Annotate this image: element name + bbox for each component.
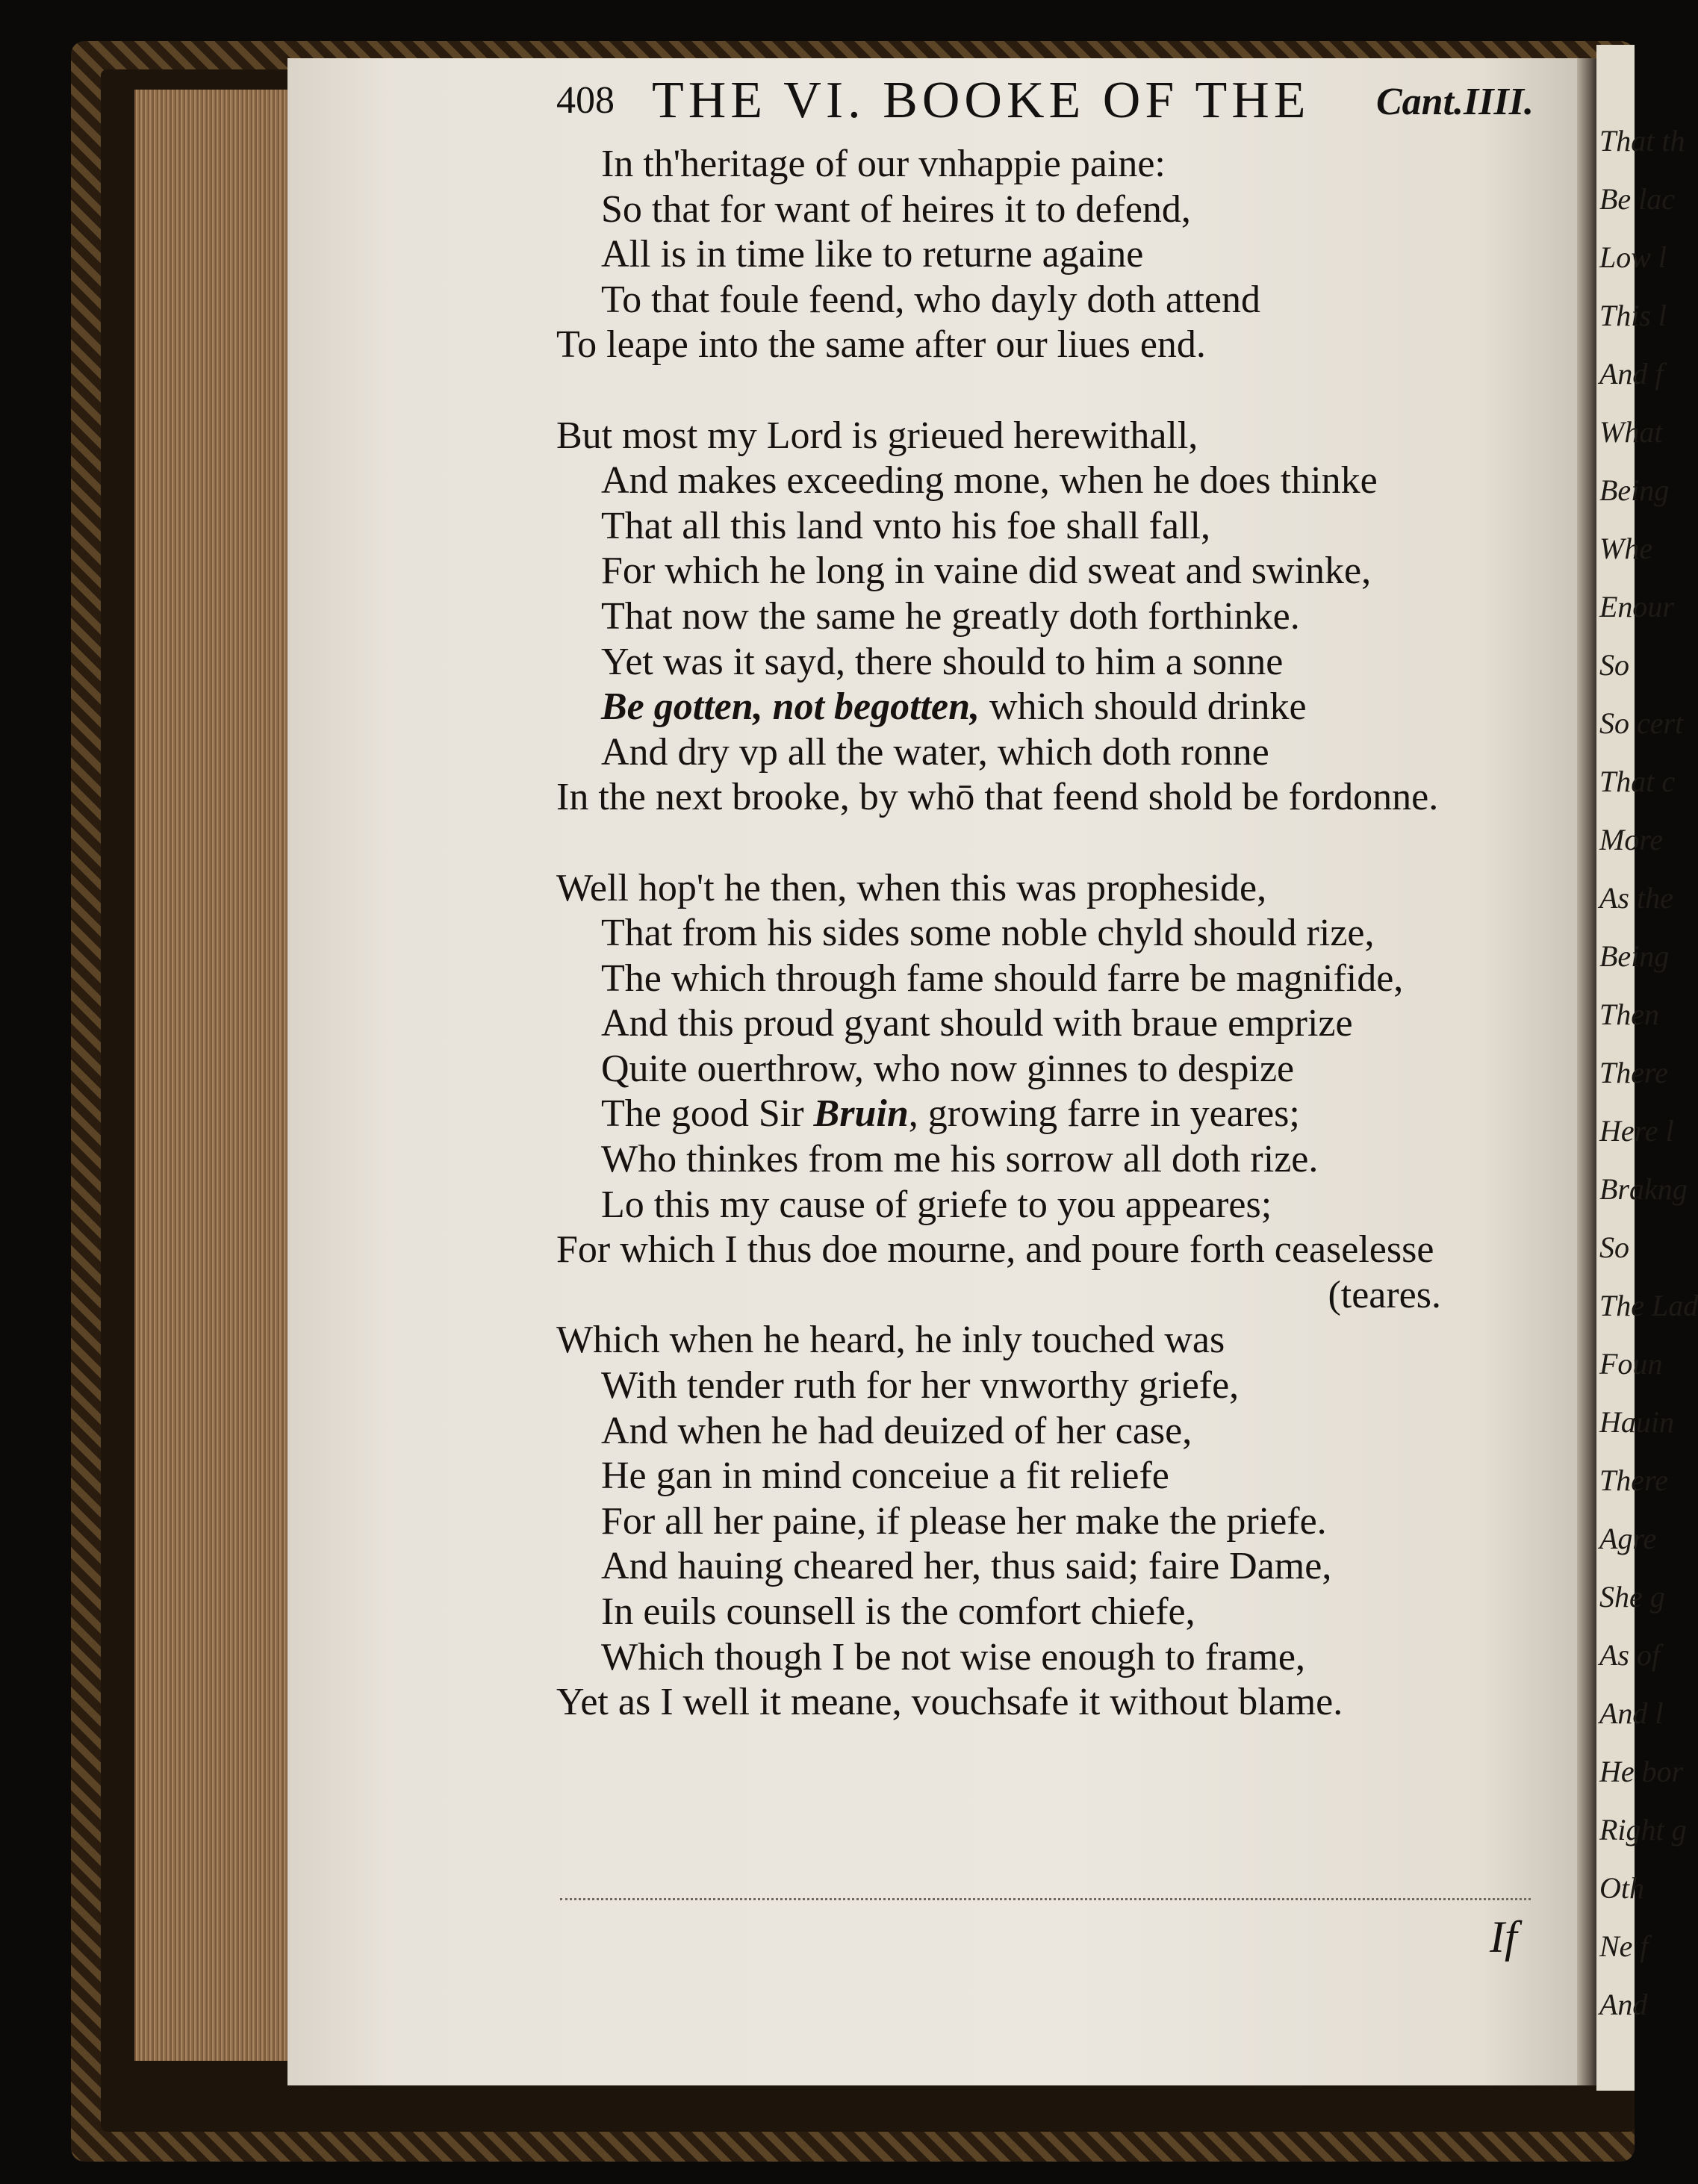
verse-text: In euils counsell is the comfort chiefe,: [601, 1590, 1195, 1633]
facing-fragment: There: [1599, 1463, 1668, 1497]
verse-text: Quite ouerthrow, who now ginnes to despize: [601, 1047, 1295, 1090]
verse-line: [556, 187, 1542, 233]
verse-line: [556, 685, 1542, 730]
facing-fragment: Enour: [1599, 590, 1674, 623]
verse-line: [556, 232, 1542, 278]
facing-fragment: Then: [1599, 998, 1659, 1031]
facing-fragment: As of: [1599, 1638, 1661, 1672]
verse-line: [556, 549, 1542, 594]
verse-text: Yet was it sayd, there should to him a sonne: [601, 640, 1284, 683]
facing-fragment: She g: [1599, 1580, 1665, 1614]
verse-line: [556, 1454, 1542, 1499]
verse-text: Which when he heard, he inly touched was: [556, 1319, 1225, 1362]
facing-fragment: The Lad: [1599, 1289, 1698, 1322]
facing-fragment: Low l: [1599, 240, 1667, 274]
verse-text: Which though I be not wise enough to frame,: [601, 1635, 1305, 1679]
verse-italic: Bruin: [813, 1092, 909, 1136]
verse-line: [556, 414, 1542, 459]
verse-text: Who thinkes from me his sorrow all doth rize.: [601, 1138, 1319, 1181]
running-head: [556, 71, 1542, 138]
verse-line: [556, 142, 1542, 187]
page-gutter: [1577, 58, 1598, 2085]
verse-line: [556, 1318, 1542, 1363]
verse-line: [556, 1047, 1542, 1092]
facing-fragment: He bor: [1599, 1755, 1684, 1788]
facing-fragment: As the: [1599, 881, 1673, 915]
verse-line: [556, 1544, 1542, 1590]
verse-text: With tender ruth for her vnworthy griefe,: [601, 1364, 1240, 1407]
verse-line: [556, 1409, 1542, 1455]
verse-text: That now the same he greatly doth forthinke.: [601, 594, 1300, 638]
verse-text: But most my Lord is grieued herewithall,: [556, 414, 1198, 457]
verse-text: That all this land vnto his foe shall fall,: [601, 504, 1210, 547]
stanza-gap: [556, 368, 1542, 414]
verse-line: [556, 1680, 1542, 1726]
verse-line: [556, 1499, 1542, 1545]
facing-fragment: Whe: [1599, 532, 1653, 565]
verse-text: And when he had deuized of her case,: [601, 1409, 1192, 1452]
verse-text: And dry vp all the water, which doth ronne: [601, 730, 1269, 774]
facing-fragment: What: [1599, 415, 1663, 449]
facing-fragment: Be lac: [1599, 182, 1676, 216]
verse-text: For which he long in vaine did sweat and swinke,: [601, 550, 1372, 593]
verse-body: [556, 142, 1542, 1726]
verse-text: The good Sir: [601, 1092, 814, 1136]
catchword: If: [1490, 1912, 1517, 1961]
verse-text: For all her paine, if please her make the priefe.: [601, 1499, 1327, 1543]
facing-page: [1596, 45, 1698, 2091]
verse-text: Well hop't he then, when this was propheside,: [556, 866, 1267, 909]
verse-line: [556, 1183, 1542, 1228]
facing-fragment: More: [1599, 823, 1664, 856]
verse-text: For which I thus doe mourne, and poure forth ceaselesse: [556, 1228, 1434, 1272]
facing-fragment: So: [1599, 648, 1629, 682]
verse-text: which should drinke: [980, 685, 1307, 729]
facing-fragment: And f: [1599, 357, 1664, 391]
verse-text: And this proud gyant should with braue emprize: [601, 1002, 1353, 1045]
footer-rule: [560, 1898, 1531, 1900]
verse-line: [556, 911, 1542, 956]
verse-line: [556, 730, 1542, 776]
verse-text: In th'heritage of our vnhappie paine:: [601, 143, 1166, 185]
verse-line: [556, 1228, 1542, 1273]
facing-fragment: That c: [1599, 765, 1676, 798]
facing-fragment: And: [1599, 1988, 1648, 2021]
verse-line: [556, 640, 1542, 685]
facing-fragment: So cert: [1599, 706, 1684, 740]
facing-fragment: Right g: [1599, 1813, 1687, 1847]
verse-line: [556, 504, 1542, 550]
facing-fragment: And l: [1599, 1696, 1664, 1730]
verse-text: All is in time like to returne againe: [601, 233, 1144, 276]
verse-text: So that for want of heires it to defend,: [601, 187, 1191, 231]
facing-fragment: There: [1599, 1056, 1668, 1089]
verse-line: [556, 956, 1542, 1002]
facing-fragment: Ne f: [1599, 1929, 1649, 1963]
verse-line: [556, 594, 1542, 640]
verse-text: Lo this my cause of griefe to you appeares;: [601, 1183, 1272, 1226]
verse-line: [556, 1363, 1542, 1409]
facing-fragment: Here l: [1599, 1114, 1674, 1148]
verse-line: [556, 775, 1542, 821]
facing-fragment: Foun: [1599, 1347, 1663, 1381]
canto-label: Cant.IIII.: [1376, 81, 1534, 123]
verse-italic: Be gotten, not begotten,: [601, 685, 980, 729]
verse-text: And hauing cheared her, thus said; faire Dame,: [601, 1545, 1332, 1588]
facing-fragment: This l: [1599, 299, 1667, 332]
facing-fragment: So: [1599, 1231, 1629, 1264]
verse-text: Yet as I well it meane, vouchsafe it without blame.: [556, 1681, 1343, 1724]
verse-text: The which through fame should farre be magnifide,: [601, 956, 1404, 1000]
stanza-gap: [556, 821, 1542, 866]
verse-line: [556, 1001, 1542, 1047]
verse-text: In the next brooke, by whō that feend shold be fordonne.: [556, 776, 1439, 819]
verse-text: To that foule feend, who dayly doth attend: [601, 278, 1261, 321]
facing-fragment: Agre: [1599, 1522, 1657, 1555]
verse-text: To leape into the same after our liues end.: [556, 323, 1206, 367]
facing-fragment: Brakng: [1599, 1172, 1688, 1206]
verse-line: [556, 1137, 1542, 1183]
verse-text: That from his sides some noble chyld should rize,: [601, 912, 1375, 955]
verse-line: [556, 1273, 1542, 1319]
verse-line: [556, 866, 1542, 912]
verse-line: [556, 458, 1542, 504]
verse-text: (teares.: [1328, 1273, 1441, 1316]
facing-fragment: Being: [1599, 473, 1670, 507]
facing-fragment: Being: [1599, 939, 1670, 973]
verse-line: [556, 323, 1542, 368]
verse-text: , growing farre in yeares;: [908, 1092, 1300, 1136]
verse-line: [556, 1590, 1542, 1635]
page-edges: [134, 90, 291, 2061]
verse-text: He gan in mind conceiue a fit reliefe: [601, 1455, 1169, 1498]
facing-fragment: Oth: [1599, 1871, 1644, 1905]
running-title: THE VI. BOOKE OF THE: [652, 72, 1310, 129]
facing-fragment: That th: [1599, 124, 1685, 158]
verse-line: [556, 278, 1542, 323]
facing-fragment: Hauin: [1599, 1405, 1674, 1439]
page-number: 408: [556, 79, 615, 122]
verse-text: And makes exceeding mone, when he does thinke: [601, 459, 1378, 503]
verse-line: [556, 1092, 1542, 1137]
verse-line: [556, 1635, 1542, 1681]
